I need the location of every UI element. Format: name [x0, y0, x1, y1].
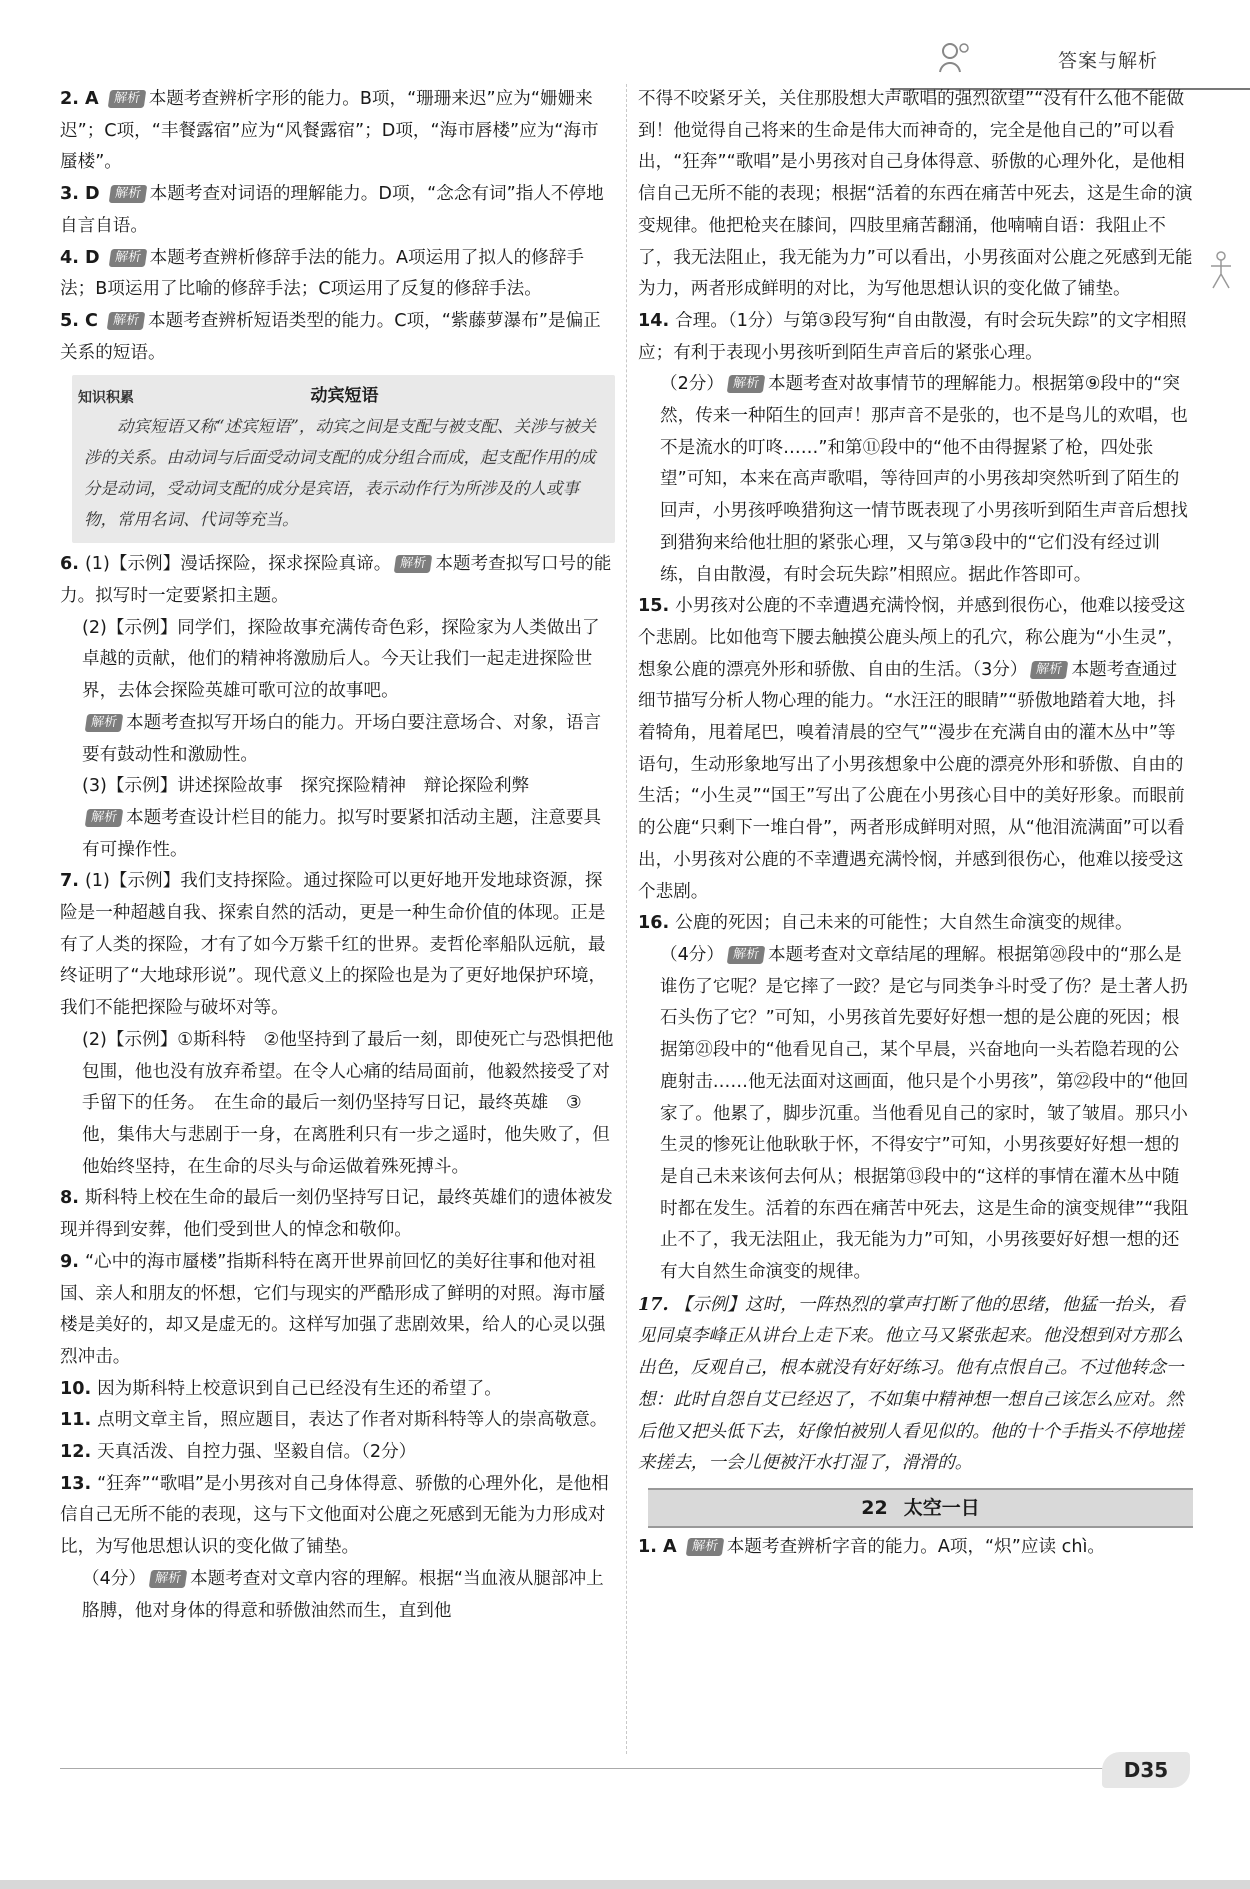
- answer-item-6: [60, 549, 615, 866]
- q6-part1-analysis: 本题考查拟写口号的能力。拟写时一定要紧扣主题。: [60, 554, 612, 607]
- item-number: 6.: [60, 554, 79, 575]
- item-text: “心中的海市蜃楼”指斯科特在离开世界前回忆的美好往事和他对祖国、亲人和朋友的怀想，它们与现实的严酷形成了鲜明的对照。海市蜃楼是美好的，却又是虚无的。这样写加强了悲剧效果，给人的心灵以强烈冲击。: [60, 1251, 606, 1367]
- q6-part3-analysis-row: [60, 803, 615, 866]
- q6-part2-text: (2)【示例】同学们，探险故事充满传奇色彩，探险家为人类做出了卓越的贡献，他们的精神将激励后人。今天让我们一起走进探险世界，去体会探险英雄可歌可泣的故事吧。: [82, 617, 600, 702]
- answer-item-7: [60, 866, 615, 1183]
- answer-item-3: [60, 179, 615, 242]
- analysis-badge: 解析: [108, 185, 147, 203]
- item-text: 斯科特上校在生命的最后一刻仍坚持写日记，最终英雄们的遗体被发现并得到安葬，他们受到世人的悼念和敬仰。: [60, 1188, 613, 1241]
- bottom-strip: [0, 1880, 1250, 1889]
- item-number: 3. D: [60, 184, 100, 205]
- right-column: [638, 84, 1193, 1564]
- knowledge-tag: 知识积累: [78, 390, 134, 407]
- item-text: 天真活泼、自控力强、坚毅自信。（2分）: [97, 1442, 417, 1463]
- item-number: 9.: [60, 1251, 79, 1272]
- q6-part3: [60, 771, 615, 803]
- section-title: 太空一日: [903, 1496, 980, 1519]
- analysis-badge: 解析: [1030, 661, 1069, 679]
- item-number: 15.: [638, 596, 670, 617]
- q6-part2: [60, 613, 615, 708]
- q16-answer: 公鹿的死因；自己未来的可能性；大自然生命演变的规律。: [675, 913, 1133, 934]
- q6-part3-text: (3)【示例】讲述探险故事 探究探险精神 辩论探险利弊: [82, 776, 530, 797]
- q13-analysis-continued: [638, 84, 1193, 306]
- answer-item-22-1: [638, 1532, 1193, 1564]
- q16-analysis: 本题考查对文章结尾的理解。根据第⑳段中的“那么是谁伤了它呢？是它摔了一跤？是它与同类争斗时受了伤？是土著人扔石头伤了它？”可知，小男孩首先要好好想一想的是公鹿的死因；根据第㉑段中的“他看见自己，某个早晨，兴奋地向一头若隐若现的公鹿射击……他无法面对这画面，他只是个小男孩”，第㉒段中的“他回家了。他累了，脚步沉重。当他看见自己的家时，皱了皱眉。那只小生灵的惨死让他耿耿于怀，不得安宁”可知，小男孩要好好想一想的是自己未来该何去何从；根据第⑬段中的“这样的事情在灌木丛中随时都在发生。活着的东西在痛苦中死去，这是生命的演变规律”“我阻止不了，我无法阻止，我无能为力”可知，小男孩要好好想一想的还有大自然生命演变的规律。: [660, 944, 1189, 1283]
- item-text: 本题考查辨析短语类型的能力。C项，“紫藤萝瀑布”是偏正关系的短语。: [60, 310, 601, 363]
- person-icon: [938, 40, 972, 74]
- analysis-badge: 解析: [107, 90, 146, 108]
- q14-answer: 合理。（1分）与第③段写狗“自由散漫，有时会玩失踪”的文字相照应；有利于表现小男孩听到陌生声音后的紧张心理。: [638, 310, 1187, 363]
- item-text: 本题考查辨析字形的能力。B项，“珊珊来迟”应为“姗姗来迟”；C项，“丰餐露宿”应为“风餐露宿”；D项，“海市唇楼”应为“海市蜃楼”。: [60, 89, 599, 173]
- analysis-badge: 解析: [685, 1538, 724, 1556]
- item-text: 因为斯科特上校意识到自己已经没有生还的希望了。: [97, 1378, 502, 1399]
- q13-score: （4分）: [82, 1568, 146, 1589]
- item-number: 16.: [638, 913, 670, 934]
- q13-analysis-left: 本题考查对文章内容的理解。根据“当血液从腿部冲上胳膊，他对身体的得意和骄傲油然而生，直到他: [82, 1568, 604, 1621]
- knowledge-box: [72, 375, 615, 543]
- q15-score: （3分）: [972, 659, 1028, 680]
- answer-item-16: [638, 908, 1193, 1288]
- q15-answer: 小男孩对公鹿的不幸遭遇充满怜悯，并感到很伤心，他难以接受这个悲剧。比如他弯下腰去触摸公鹿头颅上的孔穴，称公鹿为“小生灵”，想象公鹿的漂亮外形和骄傲、自由的生活。: [638, 596, 1186, 680]
- q6-part3-analysis: 本题考查设计栏目的能力。拟写时要紧扣活动主题，注意要具有可操作性。: [82, 807, 602, 860]
- q16-score: （4分）: [660, 944, 724, 965]
- knowledge-title: 动宾短语: [310, 386, 379, 407]
- q13-analysis-right: 不得不咬紧牙关，关住那股想大声歌唱的强烈欲望”“没有什么他不能做到！他觉得自己将来的生命是伟大而神奇的，完全是他自己的”可以看出，“狂奔”“歌唱”是小男孩对自己身体得意、骄傲的心理外化，是他相信自己无所不能的表现；根据“活着的东西在痛苦中死去，这是生命的演变规律。他把枪夹在膝间，四肢里痛苦翻涌，他喃喃自语：我阻止不了，我无法阻止，我无能为力”可以看出，小男孩面对公鹿之死感到无能为力，两者形成鲜明的对比，为写他思想认识的变化做了铺垫。: [638, 89, 1193, 300]
- item-number: 17.: [638, 1293, 669, 1315]
- analysis-badge: 解析: [108, 249, 147, 267]
- section-number: 22: [861, 1496, 888, 1519]
- item-number: 7.: [60, 871, 79, 892]
- answer-item-13: [60, 1469, 615, 1628]
- analysis-badge: 解析: [394, 555, 433, 573]
- item-text: 本题考查对词语的理解能力。D项，“念念有词”指人不停地自言自语。: [60, 184, 604, 236]
- q15-analysis: 本题考查通过细节描写分析人物心理的能力。“水汪汪的眼睛”“骄傲地踏着大地，抖着犄角，甩着尾巴，嗅着清晨的空气”“漫步在充满自由的灌木丛中”等语句，生动形象地写出了小男孩想象中公鹿的漂亮外形和骄傲、自由的生活；“小生灵”“国王”写出了公鹿在小男孩心目中的美好形象。而眼前的公鹿“只剩下一堆白骨”，两者形成鲜明对照，从“他泪流满面”可以看出，小男孩对公鹿的不幸遭遇充满怜悯，并感到很伤心，他难以接受这个悲剧。: [638, 659, 1185, 902]
- analysis-badge: 解析: [85, 809, 124, 827]
- item-number: 1. A: [638, 1536, 677, 1557]
- item-text: 点明文章主旨，照应题目，表达了作者对斯科特等人的崇高敬意。: [97, 1410, 608, 1431]
- answer-item-2: [60, 84, 615, 179]
- q17-text: 【示例】这时，一阵热烈的掌声打断了他的思绪，他猛一抬头，看见同桌李峰正从讲台上走下来。他立马又紧张起来。他没想到对方那么出色，反观自己，根本就没有好好练习。他有点恨自己。不过他转念一想：此时自怨自艾已经迟了，不如集中精神想一想自己该怎么应对。然后他又把头低下去，好像怕被别人看见似的。他的十个手指头不停地搓来搓去，一会儿便被汗水打湿了，滑滑的。: [638, 1294, 1185, 1474]
- q7-part2: [60, 1025, 615, 1184]
- answer-item-10: [60, 1374, 615, 1406]
- answer-item-15: [638, 591, 1193, 908]
- item-text: 本题考查辨析修辞手法的能力。A项运用了拟人的修辞手法；B项运用了比喻的修辞手法；C项运用了反复的修辞手法。: [60, 247, 584, 300]
- analysis-badge: 解析: [149, 1570, 188, 1588]
- analysis-badge: 解析: [727, 375, 766, 393]
- item-number: 11.: [60, 1410, 92, 1431]
- q6-part2-analysis-row: [60, 708, 615, 771]
- q6-part1: (1)【示例】漫话探险，探求探险真谛。: [84, 554, 392, 575]
- analysis-badge: 解析: [727, 946, 766, 964]
- q14-analysis: 本题考查对故事情节的理解能力。根据第⑨段中的“突然，传来一种陌生的回声！那声音不是张的，也不是鸟儿的欢唱，也不是流水的叮咚……”和第⑪段中的“他不由得握紧了枪，四处张望”可知，本来在高声歌唱，等待回声的小男孩却突然听到了陌生的回声，小男孩呼唤猎狗这一情节既表现了小男孩听到陌生声音后想找到猎狗来给他壮胆的紧张心理，又与第③段中的“它们没有经过训练，自由散漫，有时会玩失踪”相照应。据此作答即可。: [660, 374, 1188, 585]
- q7-part2-text: (2)【示例】①斯科特 ②他坚持到了最后一刻，即使死亡与恐惧把他包围，他也没有放弃希望。在令人心痛的结局面前，他毅然接受了对手留下的任务。 在生命的最后一刻仍坚持写日记，最终英雄 ③他，集伟大与悲剧于一身，在离胜利只有一步之遥时，他失败了，但他始终坚持，在生命的尽头与命运做着殊死搏斗。: [82, 1029, 614, 1177]
- q7-part1: (1)【示例】我们支持探险。通过探险可以更好地开发地球资源，探险是一种超越自我、探索自然的活动，更是一种生命价值的体现。正是有了人类的探险，才有了如今万紫千红的世界。麦哲伦率船队远航，最终证明了“大地球形说”。现代意义上的探险也是为了更好地保护环境，我们不能把探险与破坏对等。: [60, 871, 607, 1019]
- item-number: 8.: [60, 1188, 79, 1209]
- q13-answer: “狂奔”“歌唱”是小男孩对自己身体得意、骄傲的心理外化，是他相信自己无所不能的表现，这与下文他面对公鹿之死感到无能为力形成对比，为写他思想认识的变化做了铺垫。: [60, 1473, 609, 1558]
- q16-analysis-row: [638, 940, 1193, 1289]
- q13-analysis-row: [60, 1564, 615, 1627]
- answer-item-11: [60, 1405, 615, 1437]
- answer-item-14: [638, 306, 1193, 591]
- item-number: 12.: [60, 1442, 92, 1463]
- answer-item-5: [60, 306, 615, 369]
- answer-item-17: [638, 1289, 1193, 1480]
- knowledge-body: 动宾短语又称“述宾短语”，动宾之间是支配与被支配、关涉与被关涉的关系。由动词与后面受动词支配的成分组合而成，起支配作用的成分是动词，受动词支配的成分是宾语，表示动作行为所涉及的人或事物，常用名词、代词等充当。: [84, 417, 596, 530]
- q14-analysis-row: [638, 369, 1193, 591]
- item-number: 10.: [60, 1378, 92, 1399]
- q6-part2-analysis: 本题考查拟写开场白的能力。开场白要注意场合、对象，语言要有鼓动性和激励性。: [82, 712, 602, 765]
- column-divider: [626, 84, 627, 1754]
- analysis-badge: 解析: [107, 312, 146, 330]
- item-number: 2. A: [60, 89, 99, 109]
- item-number: 14.: [638, 310, 670, 331]
- answer-item-4: [60, 243, 615, 306]
- page-number: D35: [1102, 1752, 1190, 1788]
- stick-figure-icon: [1206, 250, 1236, 290]
- item-number: 13.: [60, 1473, 92, 1494]
- left-column: [60, 84, 615, 1627]
- answer-item-12: [60, 1437, 615, 1469]
- item-number: 4. D: [60, 247, 100, 268]
- answer-item-9: [60, 1247, 615, 1374]
- item-text: 本题考查辨析字音的能力。A项，“炽”应读 chì。: [726, 1536, 1105, 1557]
- answer-item-8: [60, 1183, 615, 1246]
- analysis-badge: 解析: [85, 714, 124, 732]
- section-header: [648, 1488, 1193, 1528]
- knowledge-header: [78, 381, 605, 411]
- footer-rule: [60, 1768, 1190, 1769]
- q14-score: （2分）: [660, 374, 724, 395]
- header-title: 答案与解析: [1057, 50, 1158, 72]
- item-number: 5. C: [60, 310, 98, 331]
